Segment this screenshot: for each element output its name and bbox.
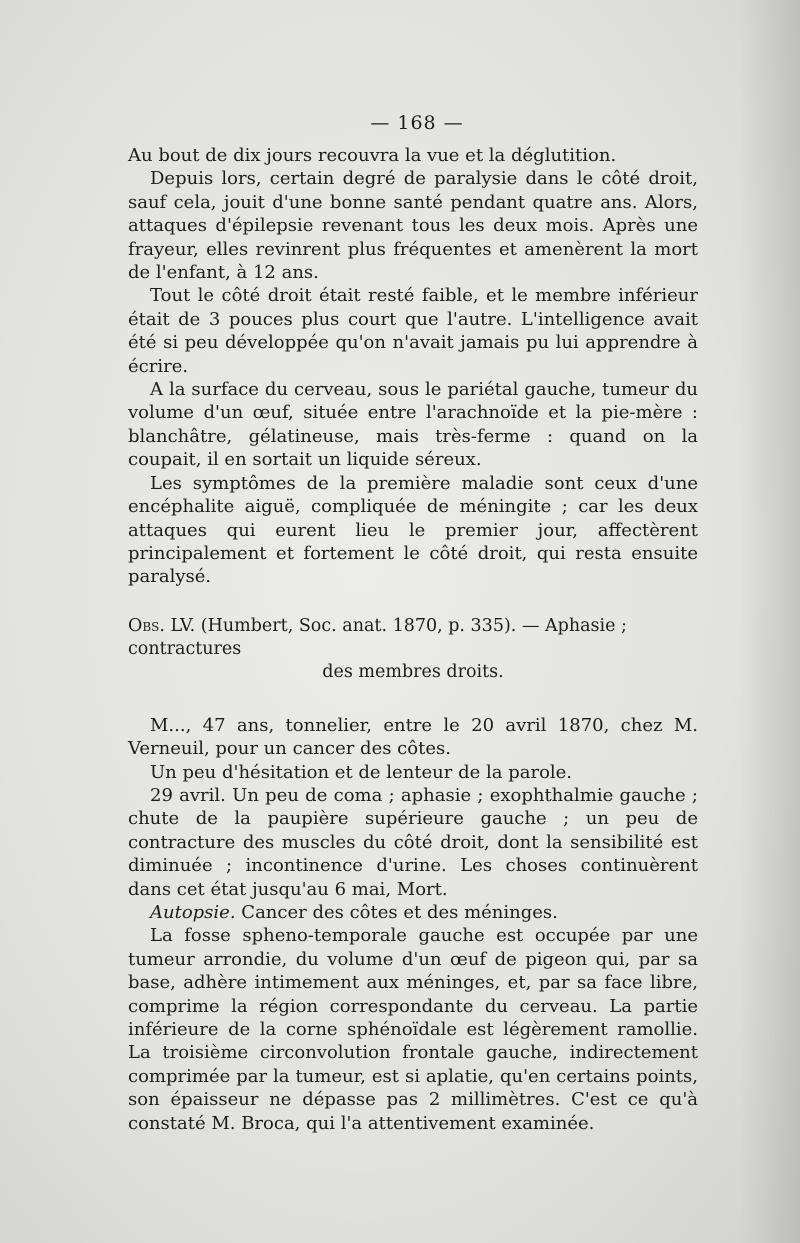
observation-heading	[128, 615, 698, 684]
observation-title-line1: — Aphasie ; contractures	[128, 615, 627, 659]
observation-citation: (Humbert, Soc. anat. 1870, p. 335).	[200, 615, 517, 636]
paragraph: Depuis lors, certain degré de paralysie dans le côté droit, sauf cela, jouit d'une bonne santé pendant quatre ans. Alors, attaques d'épilepsie revenant tous les deux mois. Après une frayeur, elles revinrent plus fréquentes et amenèrent la mort de l'enfant, à 12 ans.	[128, 168, 698, 284]
observation-label: Obs. LV.	[128, 615, 196, 636]
paragraph: A la surface du cerveau, sous le pariétal gauche, tumeur du volume d'un œuf, située entre l'arachnoïde et la pie-mère : blanchâtre, gélatineuse, mais très-ferme : quand on la coupait, il en sortait un liquide séreux.	[128, 379, 698, 471]
paragraph: 29 avril. Un peu de coma ; aphasie ; exophthalmie gauche ; chute de la paupière supérieure gauche ; un peu de contracture des muscles du côté droit, dont la sensibilité est diminuée ; incontinence d'urine. Les choses continuèrent dans cet état jusqu'au 6 mai, Mort.	[128, 784, 698, 900]
paragraph: M..., 47 ans, tonnelier, entre le 20 avril 1870, chez M. Verneuil, pour un cancer des côtes.	[128, 714, 698, 760]
autopsy-text: Cancer des côtes et des méninges.	[241, 901, 558, 923]
paragraph: Au bout de dix jours recouvra la vue et la déglutition.	[128, 145, 617, 166]
observation-title-line2: des membres droits.	[322, 661, 504, 682]
paragraph: Un peu d'hésitation et de lenteur de la parole.	[150, 761, 573, 783]
page-number: — 168 —	[370, 112, 464, 134]
page-edge-shadow	[740, 0, 800, 1243]
text-block	[128, 112, 698, 1135]
paragraph: Tout le côté droit était resté faible, et le membre inférieur était de 3 pouces plus court que l'autre. L'intelligence avait été si peu développée qu'on n'avait jamais pu lui apprendre à écrire.	[128, 285, 698, 377]
paragraph: La fosse spheno-temporale gauche est occupée par une tumeur arrondie, du volume d'un œuf de pigeon qui, par sa base, adhère intimement aux méninges, et, par sa face libre, comprime la région correspondante du cerveau. La partie inférieure de la corne sphénoïdale est légèrement ramollie. La troisième circonvolution frontale gauche, indirectement comprimée par la tumeur, est si aplatie, qu'en certains points, son épaisseur ne dépasse pas 2 millimètres. C'est ce qu'à constaté M. Broca, qui l'a attentivement examinée.	[128, 925, 698, 1134]
autopsy-label: Autopsie.	[150, 901, 236, 923]
paragraph: Les symptômes de la première maladie sont ceux d'une encéphalite aiguë, compliquée de méningite ; car les deux attaques qui eurent lieu le premier jour, affectèrent principalement et fortement le côté droit, qui resta ensuite paralysé.	[128, 472, 698, 588]
autopsy-paragraph	[128, 901, 698, 924]
